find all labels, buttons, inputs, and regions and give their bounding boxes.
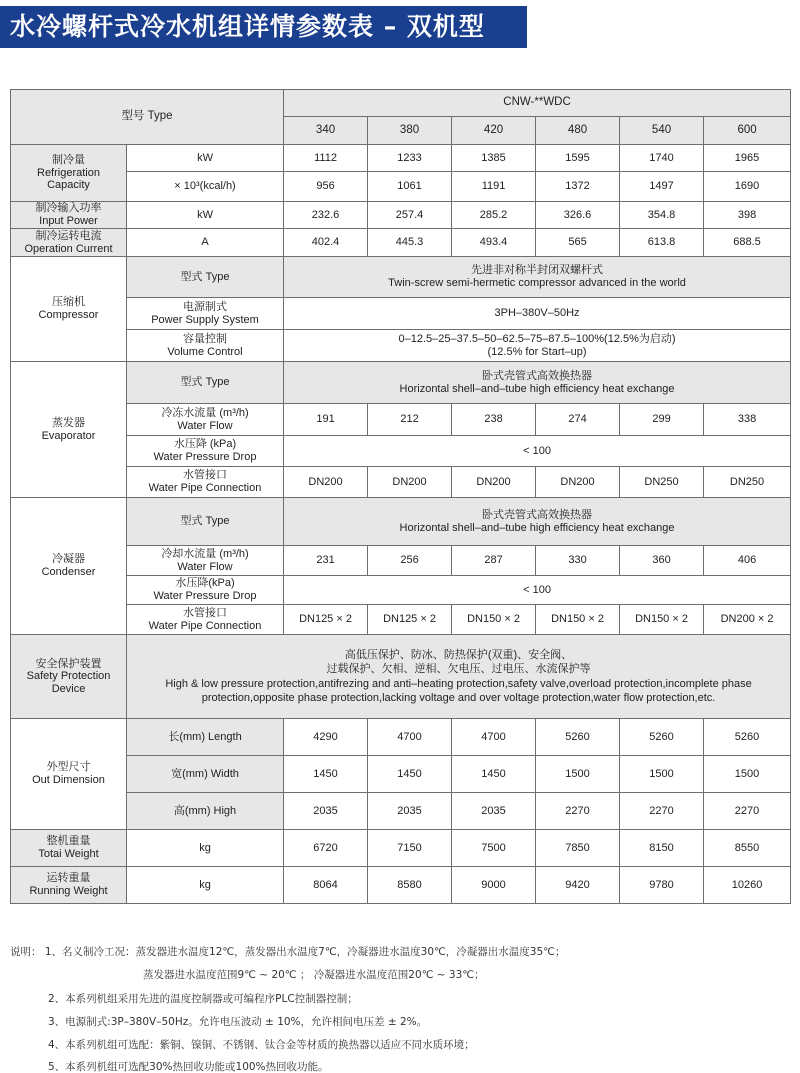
compressor-type-label: 型式 Type <box>127 257 284 298</box>
power-supply-label <box>127 298 284 330</box>
note-5: 5、本系列机组可选配30%热回收功能或100%热回收功能。 <box>48 1061 329 1073</box>
operation-current-value: 493.4 <box>452 229 536 257</box>
high-value: 2270 <box>704 793 791 830</box>
compressor-type-en: Twin-screw semi-hermetic compressor advanced in the world <box>388 277 686 289</box>
volume-control-cn: 容量控制 <box>183 332 227 345</box>
evaporator-type-value <box>284 362 791 404</box>
refrigeration-kw-value: 1965 <box>704 145 791 172</box>
evaporator-cn: 蒸发器 <box>52 416 85 429</box>
model-cell: 480 <box>536 117 620 145</box>
running-weight-value: 9420 <box>536 867 620 904</box>
safety-line4: protection,opposite phase protection,lacking voltage and over voltage protection,water flow protection,etc. <box>201 691 716 704</box>
refrigeration-kcal-value: 1191 <box>452 172 536 202</box>
compressor-en: Compressor <box>38 309 99 321</box>
length-value: 5260 <box>536 719 620 756</box>
evaporator-pipe-en: Water Pipe Connection <box>148 482 262 494</box>
input-power-cn: 制冷输入功率 <box>35 202 102 215</box>
compressor-cn: 压缩机 <box>52 296 85 309</box>
evaporator-pipe-cn: 水管接口 <box>183 469 227 482</box>
volume-control-en: Volume Control <box>167 345 243 358</box>
note-1a: 说明： 1、名义制冷工况：蒸发器进水温度12℃，蒸发器出水温度7℃，冷凝器进水温度30℃，冷凝器出水温度35℃； <box>10 946 566 958</box>
evaporator-flow-value: 238 <box>452 404 536 436</box>
note-3: 3、电源制式:3P–380V–50Hz。允许电压波动 ± 10%，允许相间电压差 ± 2%。 <box>48 1016 428 1028</box>
model-cell: 540 <box>620 117 704 145</box>
length-value: 5260 <box>620 719 704 756</box>
model-cell: 380 <box>368 117 452 145</box>
total-weight-value: 8150 <box>620 830 704 867</box>
running-weight-value: 9000 <box>452 867 536 904</box>
evaporator-flow-value: 338 <box>704 404 791 436</box>
volume-control-line2: (12.5% for Start–up) <box>487 345 587 358</box>
series-header: CNW-**WDC <box>284 90 791 117</box>
refrigeration-kw-value: 1385 <box>452 145 536 172</box>
high-value: 2270 <box>620 793 704 830</box>
evaporator-flow-label <box>127 404 284 436</box>
length-value: 4700 <box>368 719 452 756</box>
condenser-pipe-cn: 水管接口 <box>183 606 227 619</box>
total-weight-value: 6720 <box>284 830 368 867</box>
volume-control-line1: 0–12.5–25–37.5–50–62.5–75–87.5–100%(12.5%为启动) <box>398 332 676 345</box>
evaporator-flow-value: 212 <box>368 404 452 436</box>
condenser-type-en: Horizontal shell–and–tube high efficiency heat exchange <box>399 521 675 534</box>
operation-current-value: 688.5 <box>704 229 791 257</box>
width-value: 1500 <box>620 756 704 793</box>
dimension-cn: 外型尺寸 <box>46 761 91 774</box>
evaporator-flow-cn: 冷冻水流量 (m³/h) <box>161 406 249 419</box>
condenser-flow-cn: 冷却水流量 (m³/h) <box>161 547 249 560</box>
operation-current-value: 402.4 <box>284 229 368 257</box>
condenser-en: Condenser <box>41 566 96 578</box>
condenser-flow-value: 256 <box>368 546 452 576</box>
length-value: 4700 <box>452 719 536 756</box>
total-weight-label <box>11 830 127 867</box>
refrigeration-kcal-value: 1061 <box>368 172 452 202</box>
refrigeration-label <box>11 145 127 202</box>
width-value: 1500 <box>536 756 620 793</box>
refrigeration-kw-value: 1740 <box>620 145 704 172</box>
evaporator-drop-label <box>127 436 284 467</box>
total-weight-cn: 整机重量 <box>46 835 91 848</box>
dimension-en: Out Dimension <box>32 774 105 786</box>
model-cell: 600 <box>704 117 791 145</box>
evaporator-type-label: 型式 Type <box>127 362 284 404</box>
evaporator-flow-value: 299 <box>620 404 704 436</box>
dimension-label <box>11 719 127 830</box>
operation-current-unit: A <box>127 229 284 257</box>
condenser-drop-en: Water Pressure Drop <box>153 590 257 602</box>
running-weight-value: 9780 <box>620 867 704 904</box>
model-cell: 420 <box>452 117 536 145</box>
input-power-label <box>11 202 127 229</box>
input-power-value: 232.6 <box>284 202 368 229</box>
condenser-pipe-label <box>127 605 284 635</box>
model-cell: 340 <box>284 117 368 145</box>
condenser-drop-label <box>127 576 284 605</box>
high-label: 高(mm) High <box>127 793 284 830</box>
operation-current-en: Operation Current <box>24 242 113 255</box>
condenser-flow-label <box>127 546 284 576</box>
evaporator-drop-value: < 100 <box>284 436 791 467</box>
condenser-drop-value: < 100 <box>284 576 791 605</box>
refrigeration-kw-value: 1112 <box>284 145 368 172</box>
evaporator-type-cn: 卧式壳管式高效换热器 <box>482 369 593 382</box>
refrigeration-kcal-value: 1497 <box>620 172 704 202</box>
length-value: 5260 <box>704 719 791 756</box>
operation-current-value: 565 <box>536 229 620 257</box>
refrigeration-kw-value: 1595 <box>536 145 620 172</box>
high-value: 2270 <box>536 793 620 830</box>
condenser-flow-value: 360 <box>620 546 704 576</box>
running-weight-unit: kg <box>127 867 284 904</box>
refrigeration-unit-kw: kW <box>127 145 284 172</box>
power-supply-en: Power Supply System <box>151 313 259 326</box>
spec-table <box>10 89 791 904</box>
condenser-flow-value: 330 <box>536 546 620 576</box>
evaporator-pipe-value: DN200 <box>452 467 536 498</box>
evaporator-pipe-value: DN200 <box>368 467 452 498</box>
condenser-pipe-value: DN150 × 2 <box>620 605 704 635</box>
condenser-pipe-value: DN125 × 2 <box>368 605 452 635</box>
volume-control-label <box>127 330 284 362</box>
evaporator-type-en: Horizontal shell–and–tube high efficiency heat exchange <box>399 382 675 395</box>
refrigeration-en1: Refrigeration <box>37 166 100 179</box>
page-title: 水冷螺杆式冷水机组详情参数表 – 双机型 <box>0 6 527 48</box>
condenser-type-label: 型式 Type <box>127 498 284 546</box>
total-weight-unit: kg <box>127 830 284 867</box>
running-weight-value: 8064 <box>284 867 368 904</box>
evaporator-pipe-value: DN200 <box>284 467 368 498</box>
type-header: 型号 Type <box>11 90 284 145</box>
refrigeration-cn: 制冷量 <box>52 154 85 167</box>
refrigeration-unit-kcal: × 10³(kcal/h) <box>127 172 284 202</box>
total-weight-en: Totai Weight <box>38 848 99 860</box>
condenser-flow-en: Water Flow <box>177 560 233 573</box>
condenser-pipe-value: DN200 × 2 <box>704 605 791 635</box>
input-power-en: Input Power <box>39 215 98 227</box>
high-value: 2035 <box>452 793 536 830</box>
condenser-pipe-value: DN150 × 2 <box>536 605 620 635</box>
note-1b: 蒸发器进水温度范围9℃ ~ 20℃ ； 冷凝器进水温度范围20℃ ~ 33℃； <box>143 969 485 981</box>
condenser-pipe-en: Water Pipe Connection <box>148 619 262 632</box>
condenser-pipe-value: DN125 × 2 <box>284 605 368 635</box>
total-weight-value: 8550 <box>704 830 791 867</box>
running-weight-value: 10260 <box>704 867 791 904</box>
evaporator-flow-value: 274 <box>536 404 620 436</box>
width-value: 1500 <box>704 756 791 793</box>
total-weight-value: 7500 <box>452 830 536 867</box>
condenser-flow-value: 287 <box>452 546 536 576</box>
operation-current-value: 445.3 <box>368 229 452 257</box>
evaporator-pipe-value: DN250 <box>620 467 704 498</box>
operation-current-cn: 制冷运转电流 <box>35 229 102 242</box>
evaporator-pipe-value: DN250 <box>704 467 791 498</box>
power-supply-value: 3PH–380V–50Hz <box>284 298 791 330</box>
condenser-type-cn: 卧式壳管式高效换热器 <box>482 508 593 521</box>
refrigeration-kw-value: 1233 <box>368 145 452 172</box>
power-supply-cn: 电源制式 <box>183 300 227 313</box>
note-2: 2、本系列机组采用先进的温度控制器或可编程序PLC控制器控制； <box>48 993 358 1005</box>
safety-line2: 过载保护、欠相、逆相、欠电压、过电压、水流保护等 <box>326 663 591 676</box>
input-power-unit: kW <box>127 202 284 229</box>
refrigeration-kcal-value: 1690 <box>704 172 791 202</box>
safety-en1: Safety Protection <box>26 670 111 683</box>
safety-line3: High & low pressure protection,antifrezing and anti–heating protection,safety valve,overload protection,incomplete phase <box>165 677 752 690</box>
length-label: 长(mm) Length <box>127 719 284 756</box>
width-label: 宽(mm) Width <box>127 756 284 793</box>
running-weight-value: 8580 <box>368 867 452 904</box>
safety-line1: 高低压保护、防冰、防热保护(双重)、安全阀、 <box>344 648 573 661</box>
condenser-cn: 冷凝器 <box>52 553 85 566</box>
evaporator-flow-en: Water Flow <box>177 419 233 432</box>
condenser-pipe-value: DN150 × 2 <box>452 605 536 635</box>
evaporator-flow-value: 191 <box>284 404 368 436</box>
width-value: 1450 <box>368 756 452 793</box>
condenser-type-value <box>284 498 791 546</box>
input-power-value: 257.4 <box>368 202 452 229</box>
operation-current-label <box>11 229 127 257</box>
evaporator-drop-cn: 水压降 (kPa) <box>173 438 237 451</box>
total-weight-value: 7150 <box>368 830 452 867</box>
safety-label <box>11 635 127 719</box>
running-weight-en: Running Weight <box>29 885 108 897</box>
input-power-value: 398 <box>704 202 791 229</box>
evaporator-pipe-label <box>127 467 284 498</box>
compressor-label <box>11 257 127 362</box>
input-power-value: 326.6 <box>536 202 620 229</box>
safety-cn: 安全保护装置 <box>35 657 102 670</box>
evaporator-en: Evaporator <box>41 429 96 442</box>
condenser-label <box>11 498 127 635</box>
refrigeration-kcal-value: 1372 <box>536 172 620 202</box>
input-power-value: 285.2 <box>452 202 536 229</box>
length-value: 4290 <box>284 719 368 756</box>
running-weight-cn: 运转重量 <box>46 872 91 885</box>
condenser-flow-value: 406 <box>704 546 791 576</box>
width-value: 1450 <box>452 756 536 793</box>
evaporator-pipe-value: DN200 <box>536 467 620 498</box>
input-power-value: 354.8 <box>620 202 704 229</box>
high-value: 2035 <box>284 793 368 830</box>
safety-value <box>127 635 791 719</box>
width-value: 1450 <box>284 756 368 793</box>
note-4: 4、本系列机组可选配：紫铜、镍铜、不锈钢、钛合金等材质的换热器以适应不同水质环境； <box>48 1039 475 1051</box>
condenser-flow-value: 231 <box>284 546 368 576</box>
running-weight-label <box>11 867 127 904</box>
volume-control-value <box>284 330 791 362</box>
high-value: 2035 <box>368 793 452 830</box>
evaporator-drop-en: Water Pressure Drop <box>153 451 257 463</box>
safety-en2: Device <box>51 682 86 695</box>
operation-current-value: 613.8 <box>620 229 704 257</box>
compressor-type-value <box>284 257 791 298</box>
evaporator-label <box>11 362 127 498</box>
total-weight-value: 7850 <box>536 830 620 867</box>
refrigeration-en2: Capacity <box>47 179 90 192</box>
condenser-drop-cn: 水压降(kPa) <box>175 577 235 590</box>
compressor-type-cn: 先进非对称半封闭双螺杆式 <box>471 264 604 277</box>
refrigeration-kcal-value: 956 <box>284 172 368 202</box>
